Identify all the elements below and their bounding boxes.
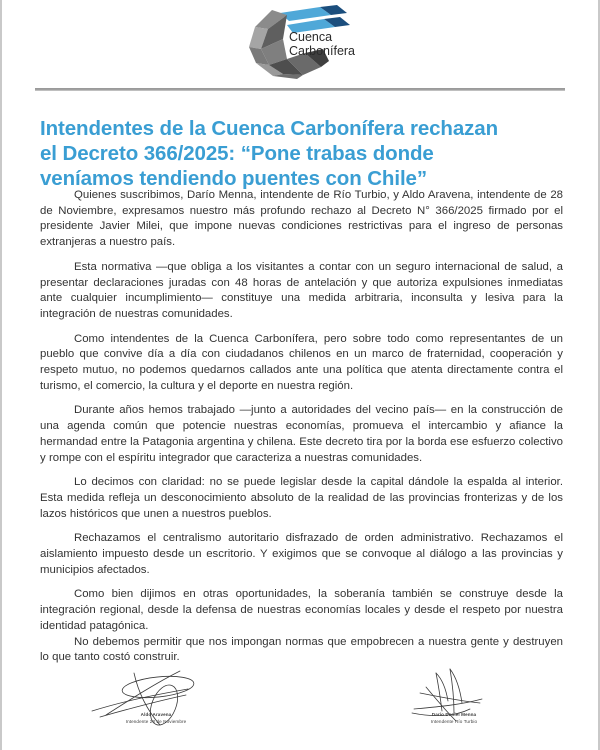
paragraph: No debemos permitir que nos impongan normas que empobrecen a nuestra gente y destruyen lo que tanto costó construir. <box>40 635 563 664</box>
logo-svg <box>225 5 375 79</box>
cuenca-carbonifera-logo <box>225 5 375 79</box>
logo-blue-stripes <box>280 5 350 33</box>
page-title <box>40 116 560 191</box>
paragraph: Como intendentes de la Cuenca Carbonífera, pero sobre todo como representantes de un pueblo que convive día a día con ciudadanos chilenos en un marco de fraternidad, cooperación y respeto mutuo, no podemos quedarnos callados ante una política que atenta directamente contra el turismo, el comercio, la cultura y el deporte en nuestra región. <box>40 332 563 392</box>
paragraph: Quienes suscribimos, Darío Menna, intendente de Río Turbio, y Aldo Aravena, intendente de 28 de Noviembre, expresamos nuestro más profundo rechazo al Decreto N° 366/2025 firmado por el presidente Javier Milei, que impone nuevas condiciones restrictivas para el ingreso de personas extranjeras a nuestro país. <box>40 189 563 249</box>
signature-name: Darío Daniel Menna <box>431 712 477 717</box>
paragraph: Rechazamos el centralismo autoritario disfrazado de orden administrativo. Rechazamos el aislamiento impuesto desde un escritorio. Y exigimos que se convoque al diálogo a las provincias y municipios afectados. <box>40 532 563 576</box>
signature-role: Intendente Río Turbio <box>430 719 478 724</box>
page-title-line-1: Intendentes de la Cuenca Carbonífera rechazan <box>40 116 499 140</box>
paragraph: Como bien dijimos en otras oportunidades, la soberanía también se construye desde la integración regional, desde la defensa de nuestras economías locales y desde el respeto por nuestra identidad patagónica. <box>40 588 563 632</box>
page-title-line-2: el Decreto 366/2025: “Pone trabas donde <box>40 141 434 165</box>
handwritten-signature-icon <box>374 665 524 727</box>
handwritten-signature-icon <box>76 665 226 727</box>
paragraph: Durante años hemos trabajado —junto a autoridades del vecino país— en la construcción de una agenda común que potencie nuestras economías, promueva el intercambio y afiance la hermandad entre la Patagonia argentina y chilena. Este decreto tira por la borda ese esfuerzo colectivo y rompe con el espíritu integrador que caracteriza a nuestras comunidades. <box>40 404 563 464</box>
signature-area <box>2 665 598 750</box>
paragraph: Lo decimos con claridad: no se puede legislar desde la capital dándole la espalda al interior. Esta medida refleja un desconocimiento absoluto de la realidad de las provincias fronterizas y de los lazos históricos que unen a nuestros pueblos. <box>40 476 563 520</box>
article-body <box>40 188 563 666</box>
signature-caption-left <box>76 711 236 725</box>
logo-wordmark-line2: Carbonífera <box>289 44 356 58</box>
page-title-line-3: veníamos tendiendo puentes con Chile” <box>40 166 428 190</box>
signature-caption-right <box>374 711 534 725</box>
document-header <box>2 0 598 80</box>
signature-name: Aldo Aravena <box>140 712 172 717</box>
logo-wordmark-line1: Cuenca <box>289 30 333 44</box>
header-divider <box>35 88 565 91</box>
signature-role: Intendente 28 de Noviembre <box>125 719 187 724</box>
signature-block-left <box>2 665 300 750</box>
paragraph: Esta normativa —que obliga a los visitantes a contar con un seguro internacional de salud, a presentar declaraciones juradas con 48 horas de antelación y que autoriza expulsiones inmediatas ante cualquier incumplimiento— constituye una medida arbitraria, inconsulta y lesiva para la integración de nuestras comunidades. <box>40 260 563 320</box>
signature-block-right <box>300 665 598 750</box>
